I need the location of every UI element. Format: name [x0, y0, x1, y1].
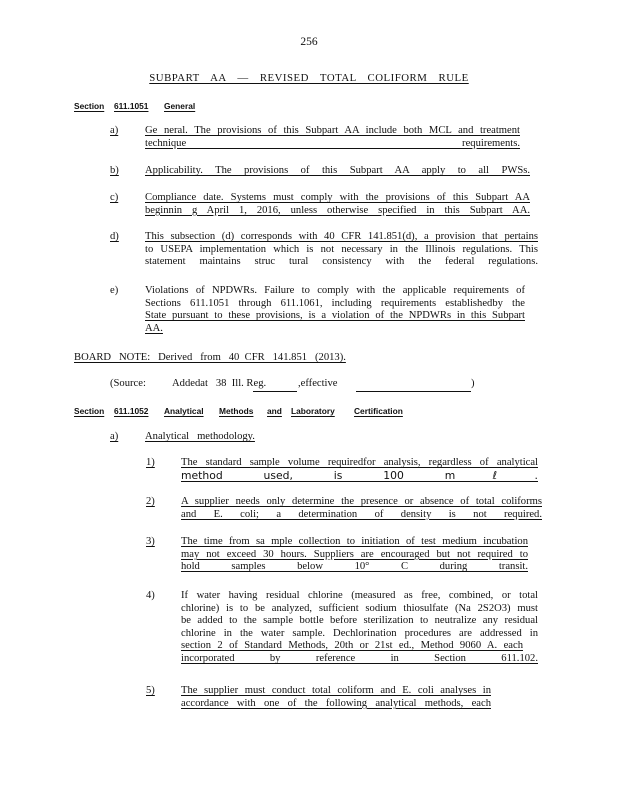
subitem-5-line-1: The supplier must conduct total coliform and E. coli analyses in	[181, 685, 491, 696]
item-a-marker: a)	[110, 125, 119, 136]
subitem-1-marker: 1)	[146, 457, 155, 468]
source-close: )	[471, 378, 475, 389]
section-name-word-4: Laboratory	[291, 406, 335, 416]
subitem-4-text	[181, 590, 538, 666]
subitem-1-line-1: The standard sample volume requiredfor analysis, regardless of analytical	[181, 457, 538, 468]
item-b-line-1: Applicability. The provisions of this Subpart AA apply to all PWSs.	[145, 165, 530, 176]
subitem-4-line-1: If water having residual chlorine (measured as free, combined, or total	[181, 590, 538, 601]
item-2a-text: Analytical methodology.	[145, 431, 255, 442]
item-a-text	[145, 125, 520, 150]
section-number: 611.1051	[114, 101, 149, 111]
item-e-text	[145, 285, 525, 335]
item-d-line-1: This subsection (d) corresponds with 40 CFR 141.851(d), a provision that pertains	[145, 231, 538, 242]
subitem-5-text	[181, 685, 491, 710]
section-number: 611.1052	[114, 406, 149, 416]
source-prefix: (Source:	[110, 378, 146, 389]
item-c-line-2: beginnin g April 1, 2016, unless otherwise specified in this Subpart AA.	[145, 204, 530, 216]
source-text: Addedat 38 Ill. Reg.	[172, 378, 267, 389]
section-name-word-1: Analytical	[164, 406, 204, 416]
source-blank-2	[356, 391, 471, 392]
subitem-4-marker: 4)	[146, 590, 155, 601]
subitem-3-text	[181, 536, 528, 574]
subitem-3-line-2: may not exceed 30 hours. Suppliers are encouraged but not required to	[181, 548, 528, 560]
subitem-4-line-3: be added to the sample bottle before sterilization to neutralize any residual	[181, 615, 538, 627]
page-number: 256	[300, 36, 318, 48]
item-e-line-3: State pursuant to these provisions, is a violation of the NPDWRs in this Subpart	[145, 310, 525, 322]
item-c-line-1: Compliance date. Systems must comply with the provisions of this Subpart AA	[145, 192, 530, 203]
subitem-2-line-1: A supplier needs only determine the presence or absence of total coliforms	[181, 496, 542, 507]
item-2a-marker: a)	[110, 431, 119, 442]
subpart-title: SUBPART AA — REVISED TOTAL COLIFORM RULE	[149, 72, 469, 84]
subitem-5-marker: 5)	[146, 685, 155, 696]
item-c-marker: c)	[110, 192, 119, 203]
item-d-line-2: to USEPA implementation which is not necessary in the Illinois regulations. This	[145, 243, 538, 255]
item-b-marker: b)	[110, 165, 119, 176]
item-d-marker: d)	[110, 231, 119, 242]
section-label: Section	[74, 406, 105, 416]
item-a-line-2: technique requirements.	[145, 137, 520, 149]
item-d-text	[145, 231, 538, 269]
subitem-2-text	[181, 496, 542, 521]
source-blank-1	[253, 391, 297, 392]
item-e-line-2: Sections 611.1051 through 611.1061, including requirements establishedby the	[145, 297, 525, 309]
item-e-line-1: Violations of NPDWRs. Failure to comply with the applicable requirements of	[145, 285, 525, 296]
section-name-word-3: and	[267, 406, 282, 416]
item-e-marker: e)	[110, 285, 119, 296]
subitem-3-line-3: hold samples below 10° C during transit.	[181, 561, 528, 573]
section-name-word-5: Certification	[354, 406, 403, 416]
source-effective: ,effective	[298, 378, 338, 389]
subitem-3-marker: 3)	[146, 536, 155, 547]
section-name: General	[164, 101, 196, 111]
section-name-word-2: Methods	[219, 406, 254, 416]
subitem-4-line-2: chlorine) is to be analyzed, sufficient sodium thiosulfate (Na 2S2O3) must	[181, 602, 538, 614]
subitem-3-line-1: The time from sa mple collection to initiation of test medium incubation	[181, 536, 528, 547]
item-d-line-3: statement maintains struc tural consistency with the federal regulations.	[145, 256, 538, 268]
item-e-line-4: AA.	[145, 322, 163, 334]
subitem-4-line-5: section 2 of Standard Methods, 20th or 21st ed., Method 9060 A. each	[181, 640, 523, 652]
subitem-5-line-2: accordance with one of the following analytical methods, each	[181, 697, 491, 709]
subitem-4-line-6: incorporated by reference in Section 611.102.	[181, 652, 538, 664]
item-a-line-1: Ge neral. The provisions of this Subpart AA include both MCL and treatment	[145, 125, 520, 136]
subitem-2-line-2: and E. coli; a determination of density is not required.	[181, 508, 542, 520]
section-label: Section	[74, 101, 105, 111]
subitem-1-text	[181, 457, 538, 482]
board-note: BOARD NOTE: Derived from 40 CFR 141.851 (2013).	[74, 352, 346, 363]
subitem-1-line-2: method used, is 100 mℓ.	[181, 468, 538, 482]
item-c-text	[145, 192, 530, 217]
subitem-2-marker: 2)	[146, 496, 155, 507]
item-b-text	[145, 165, 530, 178]
subitem-4-line-4: chlorine in the water sample. Dechlorination procedures are addressed in	[181, 627, 538, 639]
